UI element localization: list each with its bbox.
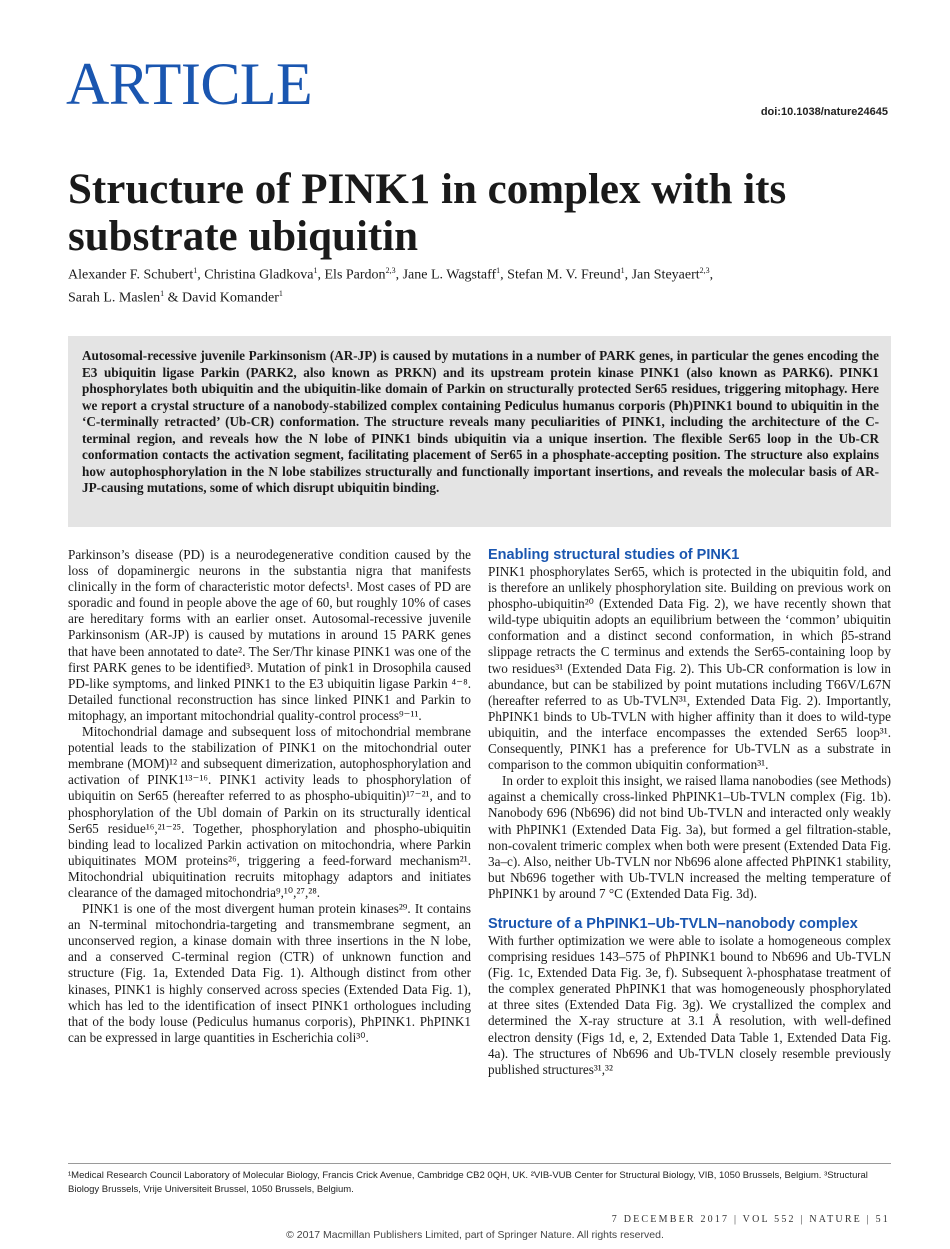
abstract-box	[68, 336, 891, 527]
author-separator: ,	[709, 267, 714, 283]
article-title	[68, 166, 888, 260]
section-heading: Enabling structural studies of PINK1	[488, 547, 740, 563]
author-separator: ,	[317, 267, 325, 283]
author-separator: ,	[197, 267, 205, 283]
author[interactable]: Christina Gladkova	[204, 267, 314, 283]
author-affiliation: 1	[620, 266, 625, 275]
author-separator: ,	[624, 267, 632, 283]
body-column-right	[488, 547, 891, 1078]
author[interactable]: Jane L. Wagstaff	[402, 267, 497, 283]
author[interactable]: Sarah L. Maslen	[68, 290, 161, 306]
body-paragraph: PINK1 is one of the most divergent human protein kinases²⁹. It contains an N-terminal mitochondria-targeting and transmembrane segment, an unconserved region, a kinase domain with three insertions in the N lobe, and a conserved C-terminal region (CTR) of unknown function and structure (Fig. 1a, Extended Data Fig. 1). Although distinct from other kinases, PINK1 is highly conserved across species (Extended Data Fig. 1), which has led to the identification of insect PINK1 orthologues including that of the body louse (Pediculus humanus corporis), PhPINK1. PhPINK1 can be expressed in large quantities in Escherichia coli³⁰.	[68, 901, 471, 1045]
author-affiliation: 2,3	[699, 266, 710, 275]
body-column-left	[68, 547, 471, 1046]
author[interactable]: Els Pardon	[324, 267, 386, 283]
affiliations-footnote: ¹Medical Research Council Laboratory of Molecular Biology, Francis Crick Avenue, Cambridge CB2 0QH, UK. ²VIB-VUB Center for Structural Biology, VIB, 1050 Brussels, Belgium. ³Structural Biology Brussels, Vrije Universiteit Brussel, 1050 Brussels, Belgium.	[68, 1170, 868, 1195]
author-affiliation: 1	[193, 266, 198, 275]
body-paragraph: PINK1 phosphorylates Ser65, which is protected in the ubiquitin fold, and is therefore an unlikely phosphorylation site. Building on previous work on phospho-ubiquitin²⁰ (Extended Data Fig. 2), we have recently shown that wild-type ubiquitin adopts an equilibrium between the ‘common’ ubiquitin conformation and a distinct second conformation, in which β5-strand slippage retracts the C terminus and extends the Ser65-containing loop by two residues³¹ (Extended Data Fig. 2). This Ub-CR conformation is low in abundance, but can be stabilized by point mutations including T66V/L67N (hereafter referred to as Ub-TVLN³¹, Extended Data Fig. 2). Importantly, PhPINK1 binds to Ub-TVLN with higher affinity than it does to wild-type ubiquitin, and the interface encompasses the extended Ser65 loop³¹. Consequently, PINK1 has a preference for Ub-TVLN as a substrate in comparison to the common ubiquitin conformation³¹.	[488, 564, 891, 773]
doi-link[interactable]: doi:10.1038/nature24645	[760, 106, 888, 118]
author-separator: ,	[500, 267, 508, 283]
abstract-text: Autosomal-recessive juvenile Parkinsonism (AR-JP) is caused by mutations in a number of PARK genes, in particular the genes encoding the E3 ubiquitin ligase Parkin (PARK2, also known as PRKN) and its upstream protein kinase PINK1 (also known as PARK6). PINK1 phosphorylates both ubiquitin and the ubiquitin-like domain of Parkin on structurally protected Ser65 residues, triggering mitophagy. Here we report a crystal structure of a nanobody-stabilized complex containing Pediculus humanus corporis (Ph)PINK1 bound to ubiquitin in the ‘C-terminally retracted’ (Ub-CR) conformation. The structure reveals many peculiarities of PINK1, including the architecture of the C-terminal region, and reveals how the N lobe of PINK1 binds ubiquitin via a unique insertion. The flexible Ser65 loop in the Ub-CR conformation contacts the activation segment, facilitating placement of Ser65 in a phosphate-accepting position. The structure also explains how autophosphorylation in the N lobe stabilizes structurally and functionally important insertions, and reveals the molecular basis of AR-JP-causing mutations, some of which disrupt ubiquitin binding.	[82, 348, 879, 495]
body-paragraph: With further optimization we were able to isolate a homogeneous complex comprising residues 143–575 of PhPINK1 bound to Nb696 and Ub-TVLN (Fig. 1c, Extended Data Fig. 3e, f). Subsequent λ-phosphatase treatment of the complex generated PhPINK1 that was homogeneously phosphorylated at three sites (Extended Data Fig. 3g). We crystallized the complex and determined the X-ray structure at 3.1 Å resolution, with well-defined electron density (Figs 1d, e, 2, Extended Data Table 1, Extended Data Fig. 4a). The structures of Nb696 and Ub-TVLN closely resemble previously published structures³¹,³²	[488, 932, 891, 1077]
author-separator: &	[164, 290, 183, 306]
author[interactable]: Stefan M. V. Freund	[507, 267, 621, 283]
author-affiliation: 1	[278, 288, 283, 298]
body-paragraph: Parkinson’s disease (PD) is a neurodegenerative condition caused by the loss of dopaminergic neurons in the substantia nigra that manifests clinically in the form of characteristic motor defects¹. Most cases of PD are sporadic and found in people above the age of 60, but roughly 10% of cases are hereditary forms with an earlier onset. Autosomal-recessive juvenile Parkinsonism (AR-JP) is caused by mutations in around 15 PARK genes that have been annotated to date². The Ser/Thr kinase PINK1 was one of the first PARK genes to be identified³. Mutation of pink1 in Drosophila caused PD-like symptoms, and linked PINK1 to the E3 ubiquitin ligase Parkin ⁴⁻⁸. Detailed functional reconstruction has since linked PINK1 and Parkin to mitophagy, an important mitochondrial quality-control process⁹⁻¹¹.	[68, 547, 471, 723]
body-paragraph: Mitochondrial damage and subsequent loss of mitochondrial membrane potential leads to the stabilization of PINK1 on the mitochondrial outer membrane (MOM)¹² and subsequent dimerization, autophosphorylation and activation of PINK1¹³⁻¹⁶. PINK1 activity leads to phosphorylation of ubiquitin on Ser65 (hereafter referred to as phospho-ubiquitin)¹⁷⁻²¹, and to phosphorylation of the Ubl domain of Parkin on its structurally identical Ser65 residue¹⁶,²¹⁻²⁵. Together, phosphorylation and phospho-ubiquitin binding lead to localized Parkin activation on mitochondria, where Parkin ubiquitinates MOM proteins²⁶, triggering a feed-forward mechanism²¹. Mitochondrial ubiquitination recruits mitophagy adaptors and initiates clearance of the damaged mitochondria⁹,¹⁰,²⁷,²⁸.	[68, 724, 471, 900]
author-affiliation: 2,3	[385, 266, 396, 275]
author[interactable]: Jan Steyaert	[631, 267, 700, 283]
article-type-label: ARTICLE	[66, 51, 313, 117]
author[interactable]: Alexander F. Schubert	[68, 267, 194, 283]
author-affiliation: 1	[313, 266, 318, 275]
copyright-notice: © 2017 Macmillan Publishers Limited, part of Springer Nature. All rights reserved.	[286, 1229, 664, 1241]
footnote-divider	[68, 1163, 891, 1164]
author-list	[68, 262, 888, 307]
title-line-2: substrate ubiquitin	[68, 213, 419, 260]
section-heading: Structure of a PhPINK1–Ub-TVLN–nanobody complex	[488, 915, 858, 932]
author-separator: ,	[395, 267, 403, 283]
title-line-1: Structure of PINK1 in complex with its	[68, 166, 787, 213]
author-affiliation: 1	[160, 288, 165, 298]
author[interactable]: David Komander	[182, 290, 279, 306]
page-folio: 7 DECEMBER 2017 | VOL 552 | NATURE | 51	[611, 1214, 890, 1225]
body-paragraph: In order to exploit this insight, we raised llama nanobodies (see Methods) against a chemically cross-linked PhPINK1–Ub-TVLN complex (Fig. 1b). Nanobody 696 (Nb696) did not bind Ub-TVLN and interacted only weakly with PhPINK1 (Extended Data Fig. 3a), but formed a gel filtration-stable, non-covalent trimeric complex when both were present (Extended Data Fig. 3a–c). Also, neither Ub-TVLN nor Nb696 alone affected PhPINK1 stability, but Nb696 together with Ub-TVLN increased the melting temperature of PhPINK1 by around 7 °C (Extended Data Fig. 3d).	[488, 773, 891, 901]
author-affiliation: 1	[496, 266, 501, 275]
